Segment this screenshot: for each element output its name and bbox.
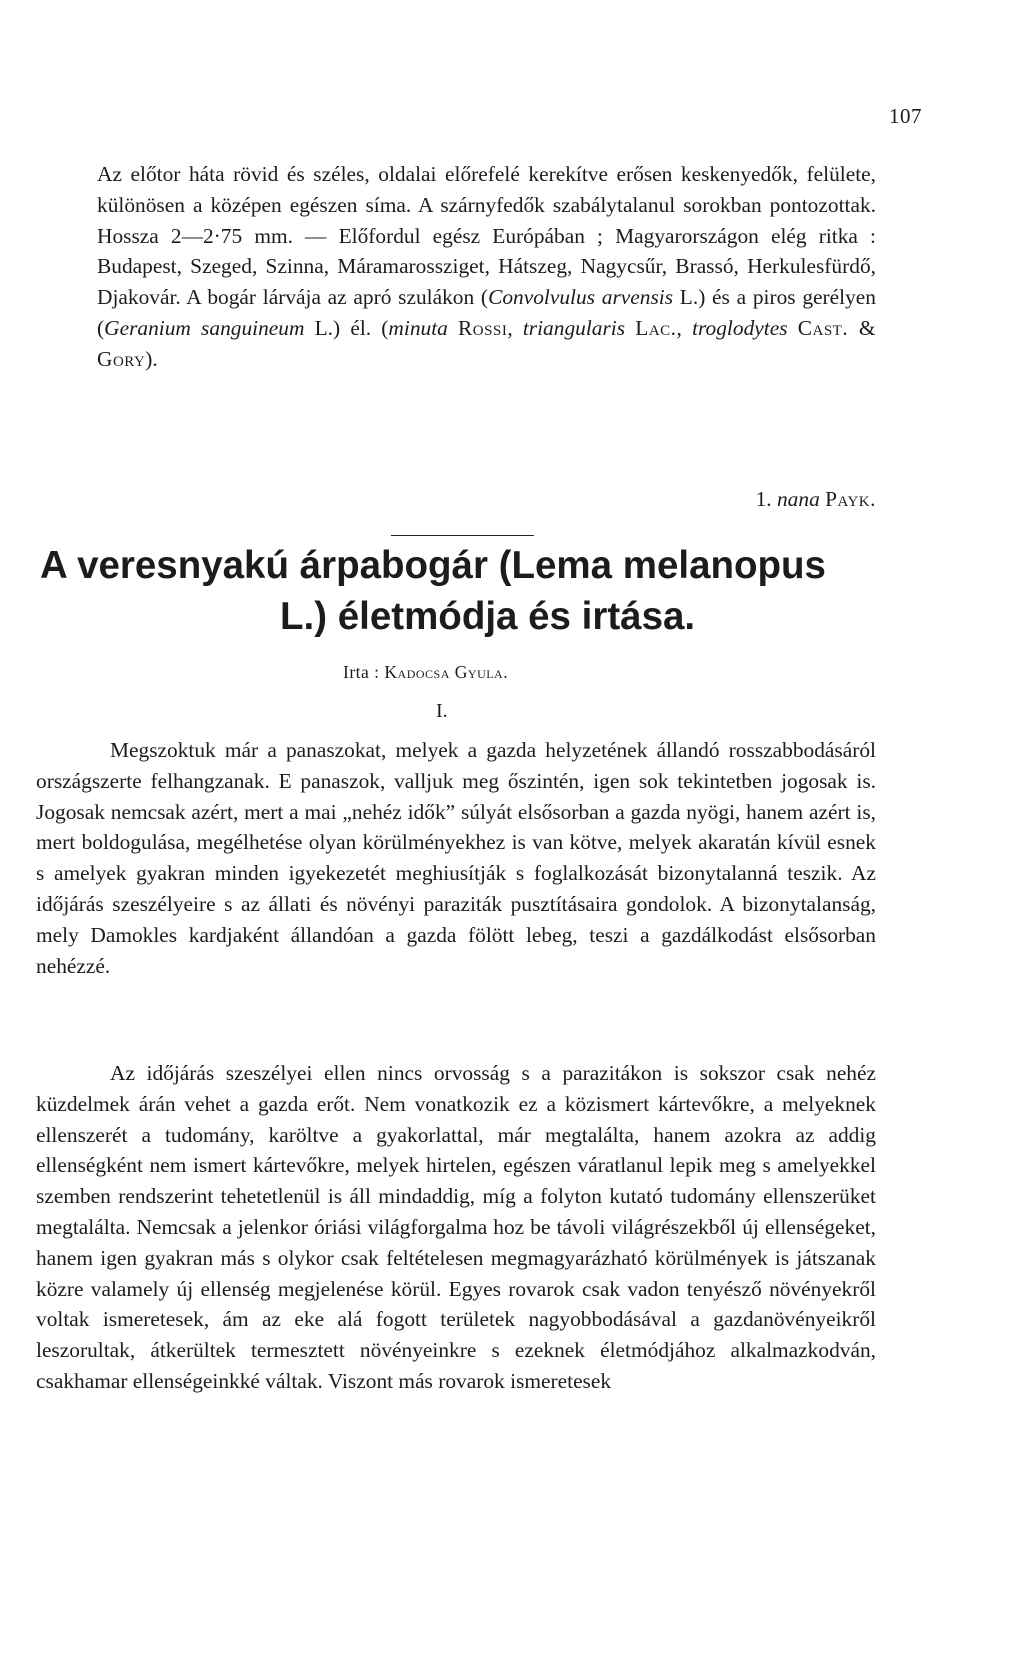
intro-text: L.) és a piros gerélyen ( <box>97 285 876 340</box>
species-name: triangularis <box>522 315 626 340</box>
article-title-line-2: L.) életmódja és irtása. <box>280 595 696 638</box>
intro-text: L.) él. ( <box>304 315 389 340</box>
body-paragraph: Megszoktuk már a panaszokat, melyek a gazda helyzetének állandó rosszabbodásáról országszerte felhangzanak. E panaszok, valljuk meg őszintén, igen sok tekintetben jogosak is. Jogosak nemcsak azért, mert a mai „nehéz idők” súlyát elsősorban a gazda nyögi, hanem azért is, mert boldogulása, megélhetése olyan körülményekhez is van kötve, melyek akaratán kívül esnek s amelyek gyakran minden igyekezetét meghiusítják s foglalkozását bizonytalanná teszik. Az időjárás szeszélyeire s az állati és növényi paraziták pusztításaira gondolok. A bizonytalanság, mely Damokles kardjaként állandóan a gazda fölött lebeg, teszi a gazdálkodást elsősorban nehézzé. <box>36 738 876 978</box>
species-name: minuta <box>388 315 448 340</box>
byline-prefix: Irta : <box>343 662 385 682</box>
intro-paragraph <box>97 159 876 375</box>
signoff-species: nana <box>776 487 820 511</box>
intro-text: Az előtor háta rövid és széles, oldalai előrefelé kerekítve erősen keskenyedők, felülete, különösen a középen egészen síma. A szárnyfedők szabálytalanul sorokban pontozottak. Hossza 2—2·75 mm. — Előfordul egész Európában ; Magyarországon elég ritka : Budapest, Szeged, Szinna, Máramarossziget, Hátszeg, Nagycsűr, Brassó, Herkulesfürdő, Djakovár. A bogár lárvája az apró szulákon ( <box>97 162 876 310</box>
intro-text: ). <box>145 346 158 371</box>
page-number: 107 <box>889 104 922 128</box>
section-divider <box>391 535 534 536</box>
species-name: Geranium sanguineum <box>104 315 305 340</box>
signoff-number: 1. <box>755 487 777 511</box>
article-title-line-1: A veresnyakú árpabogár (Lema melanopus <box>40 544 826 587</box>
species-signoff <box>756 487 876 512</box>
intro-text: , <box>676 315 693 340</box>
author-name: Rossi <box>458 315 508 340</box>
species-name: troglodytes <box>692 315 788 340</box>
section-number: I. <box>436 700 448 722</box>
byline-author: Kadocsa Gyula. <box>384 662 509 682</box>
article-title <box>40 540 1000 642</box>
signoff-author: Payk. <box>825 487 876 511</box>
author-name: Lac. <box>635 315 677 340</box>
species-name: Convolvulus arvensis <box>488 285 674 310</box>
article-byline <box>343 662 508 683</box>
body-paragraph: Az időjárás szeszélyei ellen nincs orvosság s a parazitákon is sokszor csak nehéz küzdelmek árán vehet a gazda erőt. Nem vonatkozik ez a közismert kártevőkre, a melyeknek ellenszerét a tudomány, karöltve a gyakorlattal, már megtalálta, hanem azokra az addig ellenségként nem ismert kártevőkre, melyek hirtelen, egészen váratlanul lepik meg s amelyekkel szemben rendszerint tehetetlenül is áll mindaddig, míg a folyton kutató tudomány ellenszerüket megtalálta. Nemcsak a jelenkor óriási világforgalma hoz be távoli világrészekből új ellenségeket, hanem igen gyakran más s olykor csak feltételesen megmagyarázható körülmények is játszanak közre valamely új ellenség megjelenése körül. Egyes rovarok csak vadon tenyésző növényekről voltak ismeretesek, ám az eke alá fogott területek nagyobbodásával a gazdanövényeikről leszorultak, átkerültek termesztett növényeinkre s ezeknek életmódjához alkalmazkodván, csakhamar ellenségeinkké váltak. Viszont más rovarok ismeretesek <box>36 1061 876 1393</box>
author-name: Cast. & Gory <box>97 315 876 371</box>
intro-text: , <box>507 315 523 340</box>
